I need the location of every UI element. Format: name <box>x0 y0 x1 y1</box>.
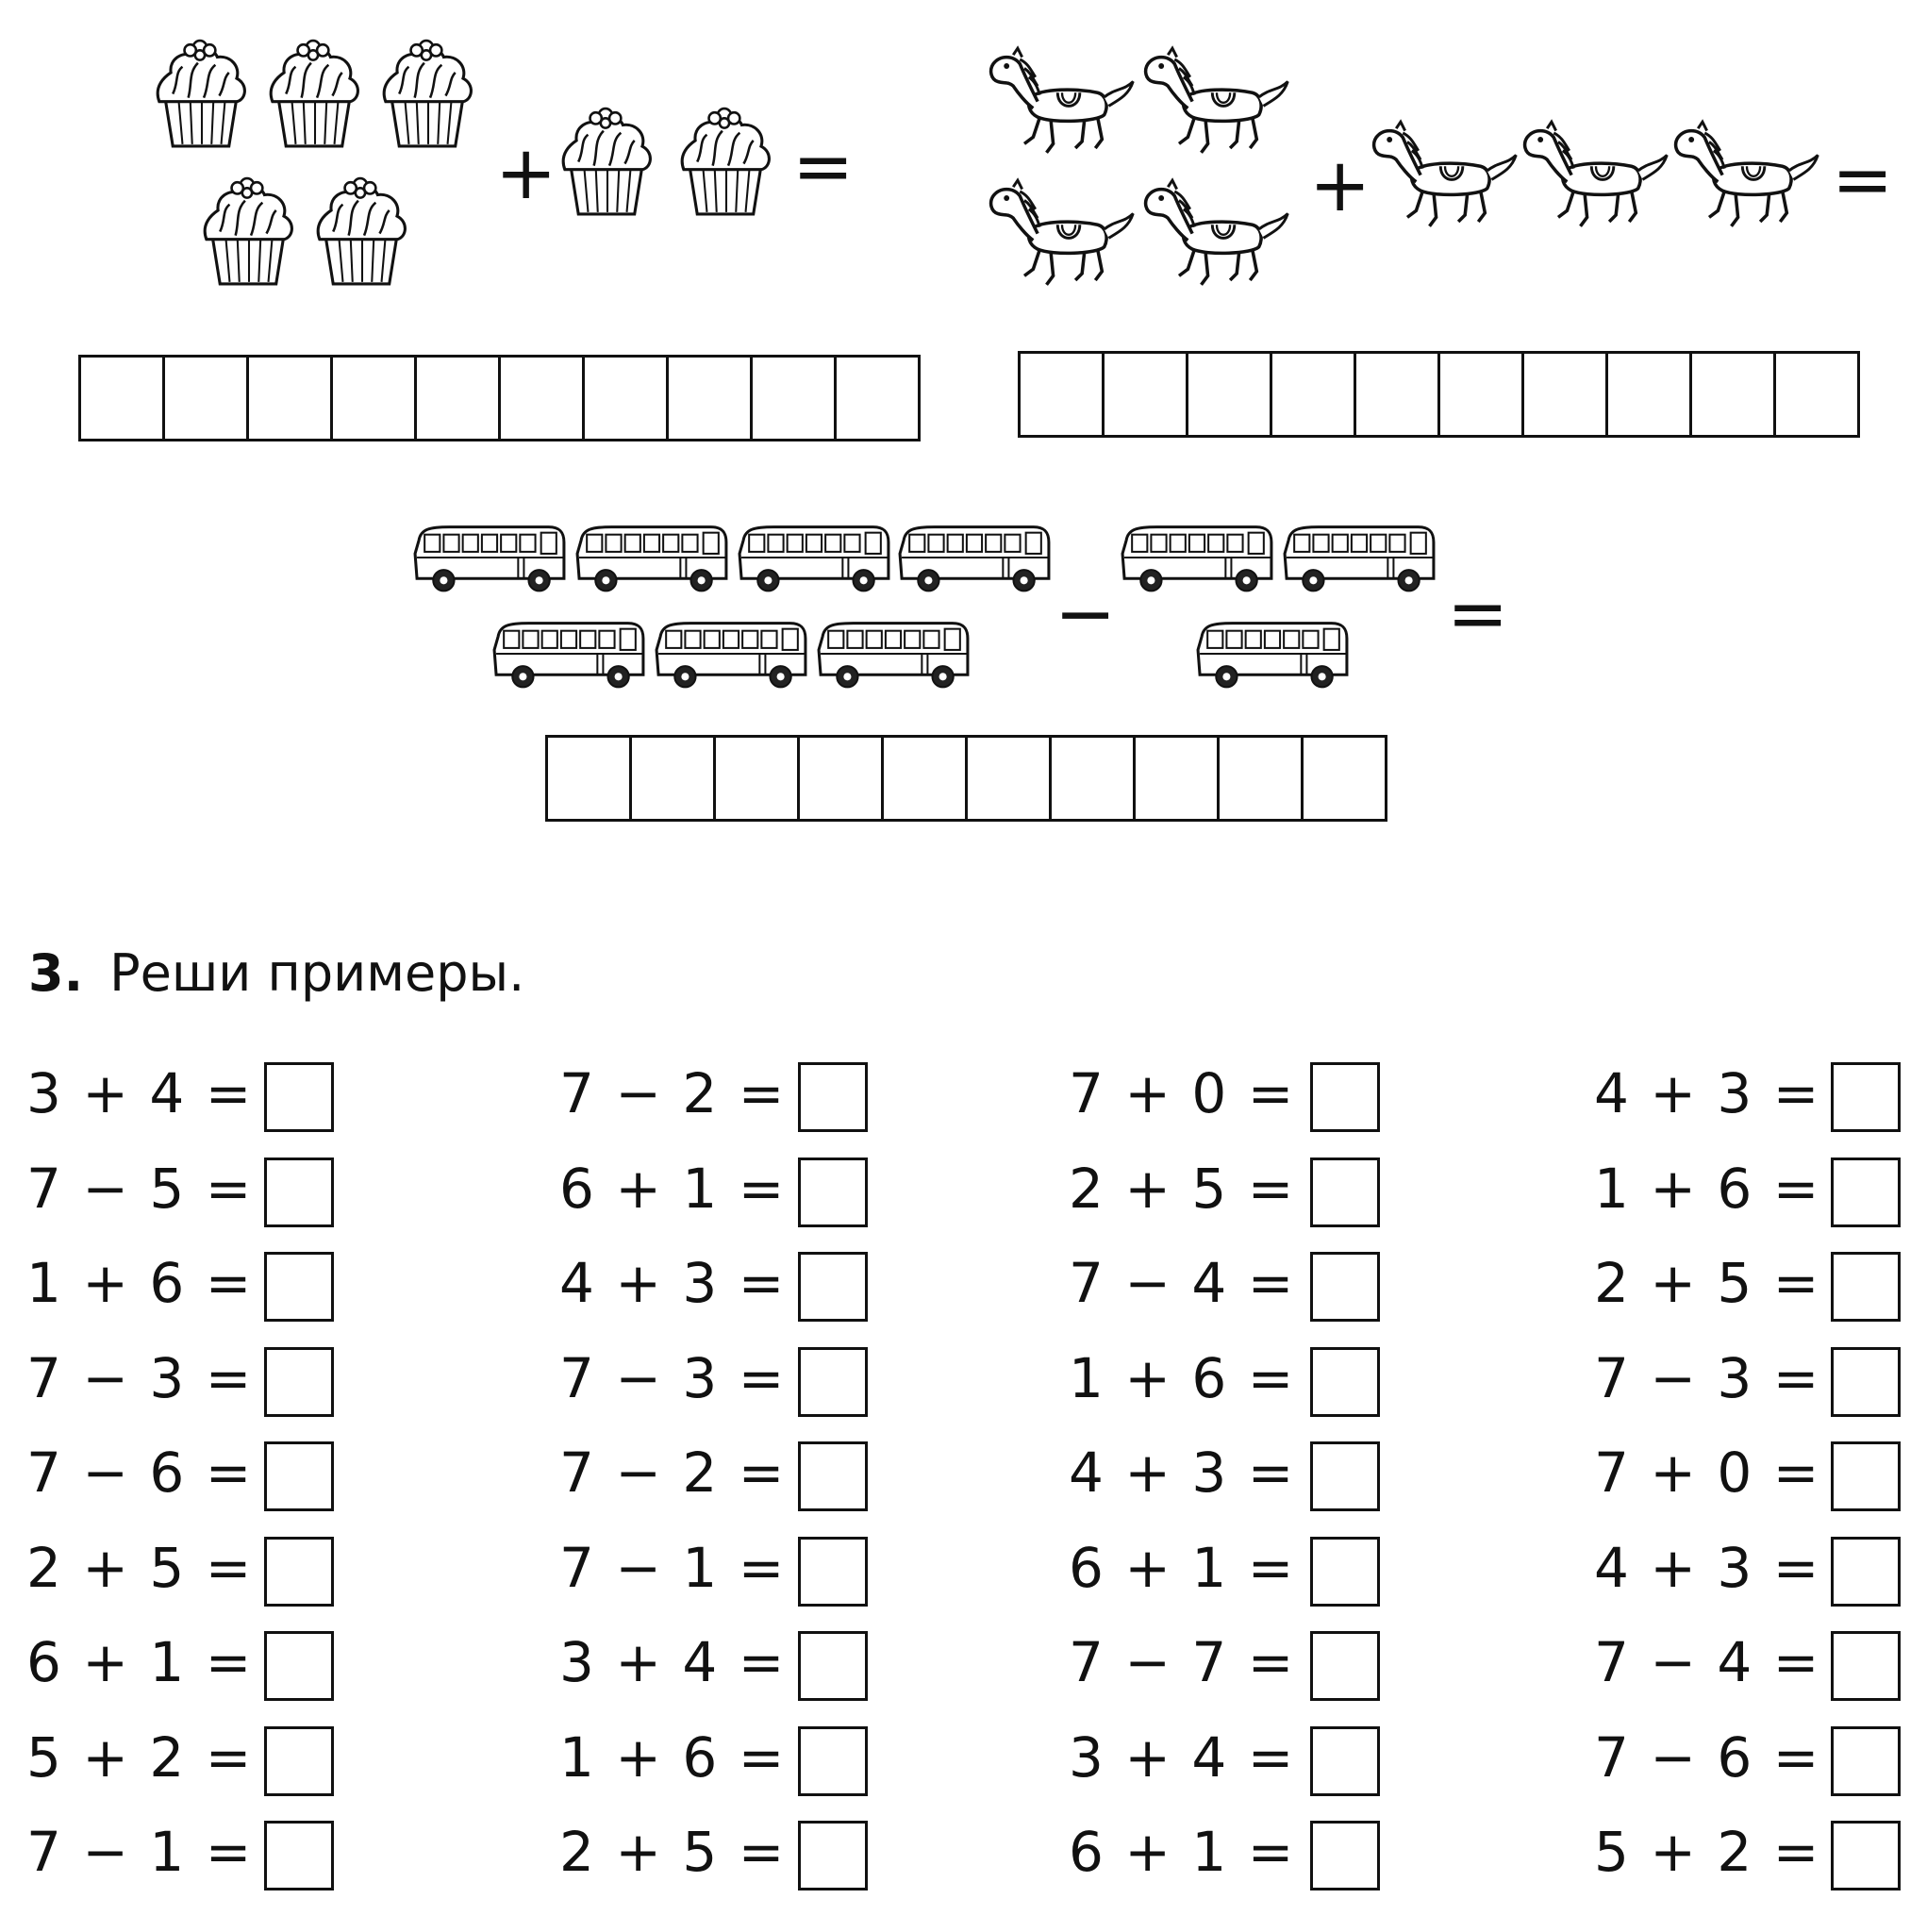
cupcake-icon <box>558 106 656 217</box>
answer-box[interactable] <box>798 1441 868 1511</box>
examples-column <box>1069 1055 1521 1908</box>
answer-cell[interactable] <box>1304 738 1385 819</box>
answer-box[interactable] <box>798 1537 868 1607</box>
equals-sign: = <box>1447 572 1509 657</box>
example-expression: 1 + 6 = <box>1594 1156 1821 1221</box>
answer-cell[interactable] <box>968 738 1052 819</box>
example-expression: 7 − 2 = <box>559 1061 787 1125</box>
answer-box[interactable] <box>798 1252 868 1322</box>
example-row <box>26 1529 479 1624</box>
example-expression: 4 + 3 = <box>1594 1061 1821 1125</box>
answer-box[interactable] <box>798 1631 868 1701</box>
answer-box[interactable] <box>1310 1158 1380 1227</box>
example-expression: 6 + 1 = <box>1069 1820 1296 1884</box>
answer-strip <box>545 735 1387 822</box>
example-row <box>1594 1055 1927 1150</box>
examples-column <box>559 1055 1012 1908</box>
answer-cell[interactable] <box>333 358 417 439</box>
example-row <box>1069 1434 1521 1529</box>
cupcake-icon <box>200 175 298 287</box>
example-expression: 4 + 3 = <box>1069 1441 1296 1505</box>
example-expression: 3 + 4 = <box>559 1630 787 1694</box>
answer-cell[interactable] <box>1776 354 1857 435</box>
answer-box[interactable] <box>1831 1441 1901 1511</box>
cupcake-icon <box>266 38 364 149</box>
example-row <box>559 1055 1012 1150</box>
examples-column <box>26 1055 479 1908</box>
example-row <box>1069 1150 1521 1245</box>
example-expression: 7 − 6 = <box>26 1441 254 1505</box>
example-row <box>1594 1813 1927 1908</box>
example-row <box>1069 1055 1521 1150</box>
bus-icon <box>896 517 1055 602</box>
example-expression: 7 + 0 = <box>1069 1061 1296 1125</box>
example-expression: 7 + 0 = <box>1594 1441 1821 1505</box>
horse-icon <box>1520 111 1671 243</box>
example-expression: 7 − 3 = <box>26 1345 254 1410</box>
horse-icon <box>987 38 1138 170</box>
answer-cell[interactable] <box>753 358 837 439</box>
example-row <box>559 1813 1012 1908</box>
equals-sign: = <box>1832 138 1894 223</box>
example-expression: 7 − 4 = <box>1594 1630 1821 1694</box>
answer-box[interactable] <box>1831 1537 1901 1607</box>
answer-cell[interactable] <box>1188 354 1272 435</box>
minus-sign: − <box>1055 572 1117 657</box>
answer-cell[interactable] <box>884 738 968 819</box>
horse-icon <box>1671 111 1822 243</box>
bus-icon <box>490 613 649 698</box>
answer-cell[interactable] <box>669 358 753 439</box>
example-expression: 2 + 5 = <box>1069 1156 1296 1221</box>
bus-icon <box>815 613 973 698</box>
answer-cell[interactable] <box>1440 354 1524 435</box>
answer-cell[interactable] <box>1356 354 1440 435</box>
answer-box[interactable] <box>1310 1537 1380 1607</box>
answer-box[interactable] <box>264 1252 334 1322</box>
answer-cell[interactable] <box>1220 738 1304 819</box>
answer-box[interactable] <box>264 1062 334 1132</box>
answer-cell[interactable] <box>716 738 800 819</box>
example-expression: 1 + 6 = <box>1069 1345 1296 1410</box>
answer-cell[interactable] <box>837 358 918 439</box>
example-expression: 7 − 7 = <box>1069 1630 1296 1694</box>
example-row <box>1594 1719 1927 1814</box>
example-expression: 7 − 3 = <box>559 1345 787 1410</box>
example-expression: 1 + 6 = <box>559 1724 787 1790</box>
example-expression: 6 + 1 = <box>559 1156 787 1221</box>
answer-box[interactable] <box>264 1158 334 1227</box>
answer-box[interactable] <box>1831 1252 1901 1322</box>
answer-cell[interactable] <box>548 738 632 819</box>
answer-box[interactable] <box>798 1158 868 1227</box>
example-expression: 2 + 5 = <box>559 1820 787 1884</box>
example-expression: 5 + 2 = <box>1594 1820 1821 1884</box>
example-expression: 7 − 4 = <box>1069 1251 1296 1315</box>
answer-cell[interactable] <box>800 738 884 819</box>
answer-cell[interactable] <box>585 358 669 439</box>
horse-icon <box>1141 38 1292 170</box>
example-expression: 7 − 2 = <box>559 1441 787 1505</box>
answer-strip <box>78 355 921 441</box>
answer-box[interactable] <box>264 1631 334 1701</box>
example-expression: 2 + 5 = <box>26 1535 254 1600</box>
horse-icon <box>987 170 1138 302</box>
example-expression: 7 − 6 = <box>1594 1724 1821 1790</box>
example-expression: 6 + 1 = <box>1069 1535 1296 1600</box>
cupcake-icon <box>677 106 775 217</box>
example-expression: 2 + 5 = <box>1594 1251 1821 1315</box>
cupcake-icon <box>153 38 251 149</box>
example-expression: 1 + 6 = <box>26 1251 254 1315</box>
answer-box[interactable] <box>798 1062 868 1132</box>
example-expression: 4 + 3 = <box>1594 1535 1821 1600</box>
example-expression: 4 + 3 = <box>559 1251 787 1315</box>
answer-box[interactable] <box>798 1726 868 1796</box>
cupcake-icon <box>313 175 411 287</box>
answer-box[interactable] <box>264 1441 334 1511</box>
example-row <box>559 1624 1012 1719</box>
example-row <box>26 1813 479 1908</box>
answer-box[interactable] <box>1310 1347 1380 1417</box>
answer-box[interactable] <box>1310 1821 1380 1890</box>
answer-box[interactable] <box>1831 1347 1901 1417</box>
answer-strip <box>1018 351 1860 438</box>
example-expression: 5 + 2 = <box>26 1724 254 1790</box>
example-expression: 7 − 5 = <box>26 1156 254 1221</box>
example-row <box>1594 1340 1927 1435</box>
answer-cell[interactable] <box>1105 354 1188 435</box>
answer-box[interactable] <box>264 1347 334 1417</box>
answer-box[interactable] <box>1831 1631 1901 1701</box>
answer-cell[interactable] <box>81 358 165 439</box>
bus-icon <box>1119 517 1277 602</box>
answer-cell[interactable] <box>1052 738 1136 819</box>
answer-box[interactable] <box>1310 1252 1380 1322</box>
bus-icon <box>411 517 570 602</box>
example-row <box>26 1150 479 1245</box>
example-row <box>1594 1244 1927 1340</box>
answer-box[interactable] <box>1310 1441 1380 1511</box>
bus-icon <box>653 613 811 698</box>
answer-cell[interactable] <box>1021 354 1105 435</box>
example-row <box>26 1244 479 1340</box>
answer-box[interactable] <box>264 1726 334 1796</box>
answer-box[interactable] <box>264 1821 334 1890</box>
answer-cell[interactable] <box>249 358 333 439</box>
examples-column <box>1594 1055 1927 1908</box>
answer-cell[interactable] <box>1136 738 1220 819</box>
horse-icon <box>1370 111 1520 243</box>
answer-box[interactable] <box>1310 1062 1380 1132</box>
cupcake-icon <box>379 38 477 149</box>
example-row <box>1594 1529 1927 1624</box>
plus-sign: + <box>495 131 557 216</box>
answer-box[interactable] <box>1831 1158 1901 1227</box>
example-row <box>1069 1624 1521 1719</box>
example-row <box>1069 1244 1521 1340</box>
example-row <box>26 1434 479 1529</box>
example-row <box>26 1719 479 1814</box>
example-expression: 3 + 4 = <box>26 1061 254 1125</box>
bus-icon <box>573 517 732 602</box>
example-row <box>1069 1719 1521 1814</box>
example-row <box>559 1719 1012 1814</box>
task-instruction: Реши примеры. <box>109 943 525 1003</box>
example-row <box>1594 1434 1927 1529</box>
answer-box[interactable] <box>264 1537 334 1607</box>
answer-box[interactable] <box>1831 1726 1901 1796</box>
answer-cell[interactable] <box>417 358 501 439</box>
example-expression: 7 − 3 = <box>1594 1345 1821 1410</box>
answer-box[interactable] <box>1831 1062 1901 1132</box>
answer-cell[interactable] <box>1692 354 1776 435</box>
answer-box[interactable] <box>798 1347 868 1417</box>
task-number: 3. <box>28 943 84 1003</box>
example-expression: 6 + 1 = <box>26 1630 254 1694</box>
bus-icon <box>736 517 894 602</box>
answer-box[interactable] <box>798 1821 868 1890</box>
answer-cell[interactable] <box>1272 354 1356 435</box>
example-row <box>26 1055 479 1150</box>
answer-cell[interactable] <box>165 358 249 439</box>
example-row <box>1594 1624 1927 1719</box>
example-row <box>559 1150 1012 1245</box>
answer-cell[interactable] <box>1608 354 1692 435</box>
answer-cell[interactable] <box>501 358 585 439</box>
bus-icon <box>1281 517 1439 602</box>
bus-icon <box>1194 613 1353 698</box>
example-row <box>1069 1813 1521 1908</box>
example-row <box>559 1529 1012 1624</box>
plus-sign: + <box>1309 143 1371 228</box>
example-row <box>1069 1529 1521 1624</box>
example-expression: 7 − 1 = <box>559 1535 787 1600</box>
answer-cell[interactable] <box>1524 354 1608 435</box>
answer-cell[interactable] <box>632 738 716 819</box>
example-row <box>1594 1150 1927 1245</box>
answer-box[interactable] <box>1310 1726 1380 1796</box>
example-row <box>1069 1340 1521 1435</box>
task-3-heading <box>28 943 525 1003</box>
answer-box[interactable] <box>1831 1821 1901 1890</box>
example-expression: 3 + 4 = <box>1069 1724 1296 1790</box>
example-row <box>559 1244 1012 1340</box>
equals-sign: = <box>792 125 855 209</box>
example-expression: 7 − 1 = <box>26 1820 254 1884</box>
example-row <box>559 1340 1012 1435</box>
horse-icon <box>1141 170 1292 302</box>
example-row <box>559 1434 1012 1529</box>
answer-box[interactable] <box>1310 1631 1380 1701</box>
example-row <box>26 1340 479 1435</box>
example-row <box>26 1624 479 1719</box>
